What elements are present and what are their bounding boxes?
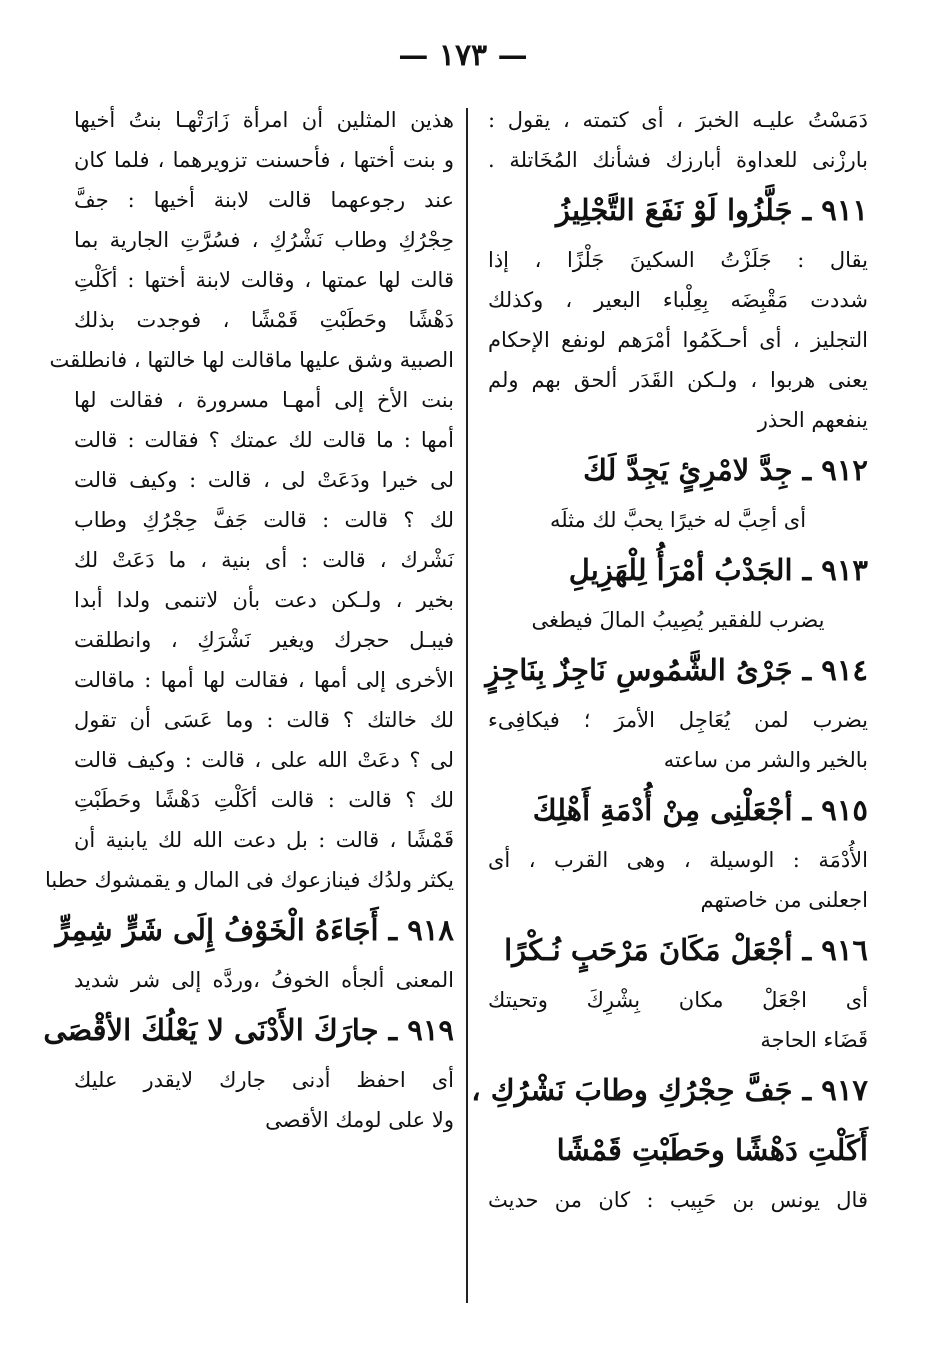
text-line: عند رجوعهما قالت لابنة أخيها : جفَّ [74, 188, 454, 212]
proverb-heading: ٩١٦ ـ أجْعَلْ مَكَانَ مَرْحَبٍ نُـكْرًا [504, 933, 868, 967]
text-line: أى أحِبَّ له خيرًا يحبَّ لك مثلَه [549, 508, 807, 532]
text-line: أى اجْعَلْ مكان بِشْرِكَ وتحيتك [488, 988, 868, 1012]
text-line: قَمْشًا ، قالت : بل دعت الله لك يابنية أن [74, 828, 454, 852]
text-line: يقال : جَلَزْتُ السكينَ جَلْزًا ، إذا [488, 248, 868, 272]
text-line: قال يونس بن حَبِيب : كان من حديث [488, 1188, 868, 1212]
text-line: دَهْشًا وحَطَبْتِ قَمْشًا ، فوجدت بذلك [74, 308, 454, 332]
text-line: التجليز ، أى أحـكَمُوا أمْرَهم لونفع الإحكام [488, 328, 868, 352]
right-column [471, 100, 868, 1220]
proverb-heading: ٩١٤ ـ جَرْىُ الشَّمُوسِ نَاجِزٌ بِنَاجِزٍ [485, 653, 868, 687]
text-line: قالت لها عمتها ، وقالت لابنة أختها : أكَلْتِ [74, 268, 454, 292]
text-line: الأُدْمَة : الوسيلة ، وهى القرب ، أى [488, 848, 868, 872]
text-line: لك ؟ قالت : قالت جَفَّ حِجْرُكِ وطاب [74, 508, 454, 532]
text-line: الأخرى إلى أمها ، فقالت لها أمها : ماقالت [74, 668, 454, 692]
text-line: المعنى ألجأه الخوفُ ،وردَّه إلى شر شديد [74, 968, 454, 992]
text-line: الصبية وشق عليها ماقالت لها خالتها ، فانطلقت [49, 348, 454, 372]
text-line: لى ؟ دعَتْ الله على ، قالت : وكيف قالت [74, 748, 454, 772]
text-line: حِجْرُكِ وطاب نَشْرُكِ ، فسُرَّتِ الجارية بما [74, 228, 454, 252]
text-line: أمها : ما قالت لك عمتك ؟ فقالت : قالت [74, 428, 454, 452]
text-line: بارزْنى للعداوة أبارزك فشأنك المُخَاتلة . [488, 148, 868, 172]
text-line: ينفعهم الحذر [757, 408, 868, 432]
text-line: هذين المثلين أن امرأة زَارَتْهـا بنتُ أخيها [74, 108, 454, 132]
text-line: يضرب لمن يُعَاجِل الأمرَ ؛ فيكافِىء [488, 708, 868, 732]
proverb-heading: ٩١١ ـ جَلَّزُوا لَوْ نَفَعَ التَّجْلِيزُ [555, 193, 868, 227]
proverb-heading: ٩١٣ ـ الجَدْبُ أمْرَأُ لِلْهَزِيلِ [568, 553, 868, 587]
text-line: لك خالتك ؟ قالت : وما عَسَى أن تقول [74, 708, 454, 732]
page-number: — ١٧٣ — [398, 38, 528, 73]
text-line: بالخير والشر من ساعته [663, 748, 868, 772]
proverb-heading: أَكَلْتِ دَهْشًا وحَطَبْتِ قَمْشًا [556, 1133, 868, 1167]
left-column [43, 100, 454, 1140]
text-line: قَضَاء الحاجة [760, 1028, 868, 1052]
proverb-heading: ٩١٩ ـ جارَكَ الأَدْنَى لا يَعْلُكَ الأقْصَى [43, 1013, 454, 1047]
text-line: بنت الأخ إلى أمهـا مسرورة ، فقالت لها [74, 388, 454, 412]
column-divider [466, 108, 468, 1303]
text-line: و بنت أختها ، فأحسنت تزويرهما ، فلما كان [74, 148, 454, 172]
text-line: بخير ، ولـكن دعت بأن لاتنمى ولدا أبدا [74, 588, 454, 612]
text-line: لى خيرا ودَعَتْ لى ، قالت : وكيف قالت [74, 468, 454, 492]
text-line: يكثر ولدُك فينازعوك فى المال و يقمشوك حطبا [44, 868, 454, 892]
text-line: ولا على لومك الأقصى [265, 1108, 454, 1132]
text-line: يضرب للفقير يُصِيبُ المالَ فيطغى [531, 608, 825, 632]
proverb-heading: ٩١٢ ـ جِدَّ لامْرِئٍ يَجِدَّ لَكَ [583, 453, 868, 487]
proverb-heading: ٩١٧ ـ جَفَّ حِجْرُكِ وطابَ نَشْرُكِ ، [471, 1073, 868, 1107]
text-line: دَمَسْتُ عليـه الخبرَ ، أى كتمته ، يقول : [488, 108, 868, 132]
text-line: يعنى هربوا ، ولـكن القَدَر ألحق بهم ولم [488, 368, 868, 392]
proverb-heading: ٩١٥ ـ أجْعَلْنِى مِنْ أُدْمَةِ أَهْلِكَ [532, 793, 868, 827]
text-line: أى احفظ أدنى جارك لايقدر عليك [74, 1068, 454, 1092]
text-line: نَشْرك ، قالت : أى بنية ، ما دَعَتْ لك [74, 548, 454, 572]
text-line: لك ؟ قالت : قالت أكَلْتِ دَهْشًا وحَطَبْتِ [74, 788, 454, 812]
text-line: شددت مَقْبِضَه بِعِلْباء البعير ، وكذلك [488, 288, 868, 312]
text-line: فيبـل حجرك ويغير نَشْرَكِ ، وانطلقت [74, 628, 454, 652]
proverb-heading: ٩١٨ ـ أَجَاءَهُ الْخَوْفُ إِلَى شَرٍّ شِمِرٍّ [55, 913, 454, 947]
text-line: اجعلنى من خاصتهم [700, 888, 868, 912]
